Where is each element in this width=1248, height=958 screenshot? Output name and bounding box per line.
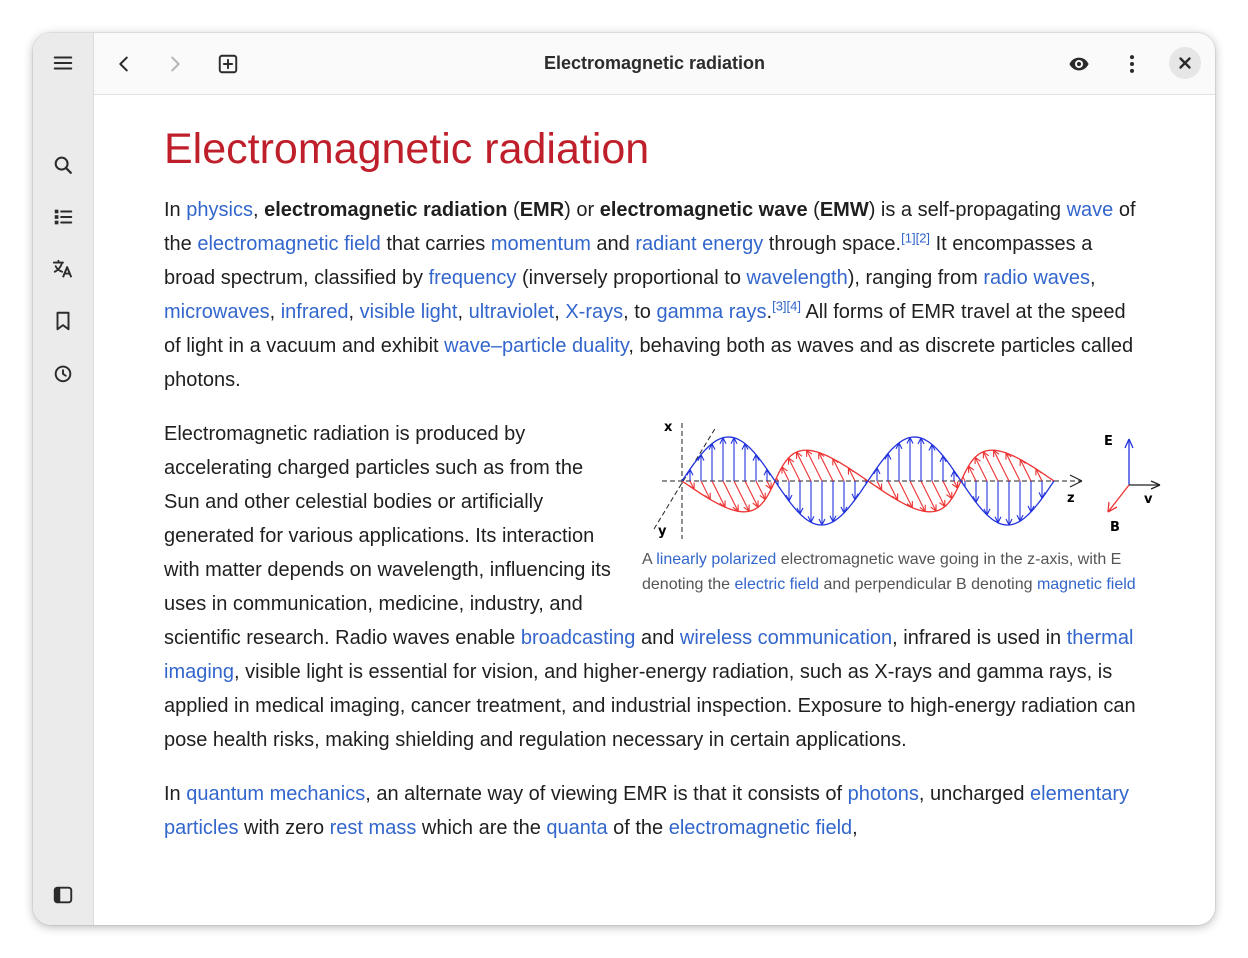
- back-button[interactable]: [106, 46, 142, 82]
- magnetic-field-vector: [983, 452, 998, 481]
- link-ultraviolet[interactable]: ultraviolet: [468, 301, 555, 323]
- search-button[interactable]: [45, 147, 81, 183]
- link-wavelength[interactable]: wavelength: [746, 267, 848, 289]
- magnetic-field-vector: [975, 457, 987, 481]
- link-thermal-imaging[interactable]: thermal imaging: [164, 627, 1134, 683]
- citation-4[interactable]: [4]: [786, 298, 802, 314]
- history-icon: [52, 362, 74, 384]
- paragraph-quantum: In quantum mechanics, an alternate way of viewing EMR is that it consists of photons, uncharged elementary particles with zero rest mass which are the quanta of the electromagnetic field,: [164, 783, 1129, 839]
- magnetic-field-vector: [745, 481, 758, 507]
- link-quanta[interactable]: quanta: [546, 817, 608, 839]
- bookmarks-button[interactable]: [45, 303, 81, 339]
- history-button[interactable]: [45, 355, 81, 391]
- bookmark-icon: [52, 310, 74, 332]
- sidebar-toggle-icon: [52, 884, 74, 906]
- sidebar-toggle-button[interactable]: [45, 877, 81, 913]
- language-button[interactable]: [45, 251, 81, 287]
- link-x-rays[interactable]: X-rays: [565, 301, 624, 323]
- header-bar: [94, 33, 1215, 95]
- link-electromagnetic-field[interactable]: electromagnetic field: [197, 233, 381, 255]
- b-vector-line: [1108, 485, 1129, 512]
- magnetic-field-vector: [788, 458, 800, 481]
- link-frequency[interactable]: frequency: [428, 267, 517, 289]
- link-caption-electric-field[interactable]: electric field: [734, 576, 820, 593]
- new-tab-button[interactable]: [210, 46, 246, 82]
- citation-2[interactable]: [2]: [915, 230, 931, 246]
- link-rest-mass[interactable]: rest mass: [329, 817, 417, 839]
- link-microwaves[interactable]: microwaves: [164, 301, 270, 323]
- link-physics[interactable]: physics: [186, 199, 253, 221]
- eye-icon: [1068, 53, 1090, 75]
- z-axis-label: z: [1067, 491, 1075, 506]
- table-of-contents-icon: [52, 206, 74, 228]
- magnetic-field-vector: [1006, 453, 1020, 481]
- view-button[interactable]: [1061, 46, 1097, 82]
- menu-button[interactable]: [45, 45, 81, 81]
- b-vector-label: B: [1110, 520, 1120, 535]
- chevron-right-icon: [164, 53, 186, 75]
- app-window: [33, 33, 1215, 925]
- link-caption-magnetic-field[interactable]: magnetic field: [1036, 576, 1136, 593]
- abbr-emw: EMW: [819, 199, 869, 221]
- figure-caption: A linearly polarized electromagnetic wave going in the z-axis, with E denoting the electric field and perpendicular B denoting magnetic field: [642, 551, 1136, 593]
- sidebar: [33, 33, 94, 925]
- link-elementary-particles[interactable]: elementary particles: [164, 783, 1129, 839]
- link-wave-particle-duality[interactable]: wave–particle duality: [444, 335, 629, 357]
- link-radio-waves[interactable]: radio waves: [983, 267, 1091, 289]
- link-radiant-energy[interactable]: radiant energy: [635, 233, 764, 255]
- paragraph-applications: Electromagnetic radiation is produced by accelerating charged particles such as from the Sun and other celestial bodies or artificially generated for various applications. Its interaction with matter depends on wavelength, influencing its uses in communication, medicine, industry, and scientific research. Radio waves enable broadcasting and wireless communication, infrared is used in thermal imaging, visible light is essential for vision, and higher-energy radiation, such as X-rays and gamma rays, is applied in medical imaging, cancer treatment, and industrial inspection. Exposure to high-energy radiation can pose health risks, making shielding and regulation necessary in certain applications.: [164, 423, 1136, 751]
- link-momentum[interactable]: momentum: [490, 233, 591, 255]
- magnetic-field-vector: [797, 452, 811, 481]
- link-linearly-polarized[interactable]: linearly polarized: [656, 551, 777, 568]
- paragraph-intro: In physics, electromagnetic radiation (EMR) or electromagnetic wave (EMW) is a self-propagating wave of the electromagnetic field that carries momentum and radiant energy through space.[1][2] It encompasses a broad spectrum, classified by frequency (inversely proportional to wavelength), ranging from radio waves, microwaves, infrared, visible light, ultraviolet, X-rays, to gamma rays.[3][4] All forms of EMR travel at the speed of light in a vacuum and exhibit wave–particle duality, behaving both as waves and as discrete particles called photons.: [164, 199, 1136, 391]
- article-viewport[interactable]: [94, 95, 1215, 925]
- magnetic-field-vector: [899, 481, 912, 508]
- v-vector-label: v: [1144, 492, 1153, 507]
- abbr-emr: EMR: [519, 199, 565, 221]
- link-electromagnetic-field-2[interactable]: electromagnetic field: [668, 817, 853, 839]
- more-options-button[interactable]: [1114, 46, 1150, 82]
- close-icon: [1178, 56, 1192, 70]
- figure-em-wave: [642, 417, 1164, 597]
- translate-icon: [52, 258, 74, 280]
- vector-legend: [1104, 434, 1160, 535]
- plus-square-icon: [217, 53, 239, 75]
- more-vertical-icon: [1121, 53, 1143, 75]
- x-axis-label: x: [664, 420, 673, 435]
- magnetic-field-vector: [712, 481, 725, 507]
- search-icon: [52, 154, 74, 176]
- term-emr: electromagnetic radiation: [264, 199, 508, 221]
- chevron-left-icon: [113, 53, 135, 75]
- article-body: [164, 95, 1153, 865]
- window-title: Electromagnetic radiation: [543, 53, 766, 73]
- e-vector-label: E: [1104, 434, 1113, 449]
- magnetic-field-vector: [932, 481, 945, 507]
- table-of-contents-button[interactable]: [45, 199, 81, 235]
- menu-icon: [52, 52, 74, 74]
- magnetic-field-vector: [756, 481, 765, 499]
- link-wireless-communication[interactable]: wireless communication: [679, 627, 893, 649]
- close-button[interactable]: [1169, 47, 1201, 79]
- link-gamma-rays[interactable]: gamma rays: [656, 301, 767, 323]
- citation-1[interactable]: [1]: [901, 230, 916, 246]
- link-photons[interactable]: photons: [847, 783, 919, 805]
- forward-button[interactable]: [157, 46, 193, 82]
- link-infrared[interactable]: infrared: [280, 301, 349, 323]
- term-emw: electromagnetic wave: [599, 199, 808, 221]
- link-broadcasting[interactable]: broadcasting: [520, 627, 636, 649]
- link-visible-light[interactable]: visible light: [359, 301, 458, 323]
- y-axis-label: y: [658, 524, 667, 539]
- link-wave[interactable]: wave: [1066, 199, 1114, 221]
- link-quantum-mechanics[interactable]: quantum mechanics: [186, 783, 366, 805]
- citation-3[interactable]: [3]: [772, 298, 787, 314]
- em-wave-diagram[interactable]: [642, 417, 1164, 547]
- article-heading: Electromagnetic radiation: [164, 125, 650, 173]
- y-axis-line: [654, 427, 716, 529]
- magnetic-field-vector: [819, 452, 833, 481]
